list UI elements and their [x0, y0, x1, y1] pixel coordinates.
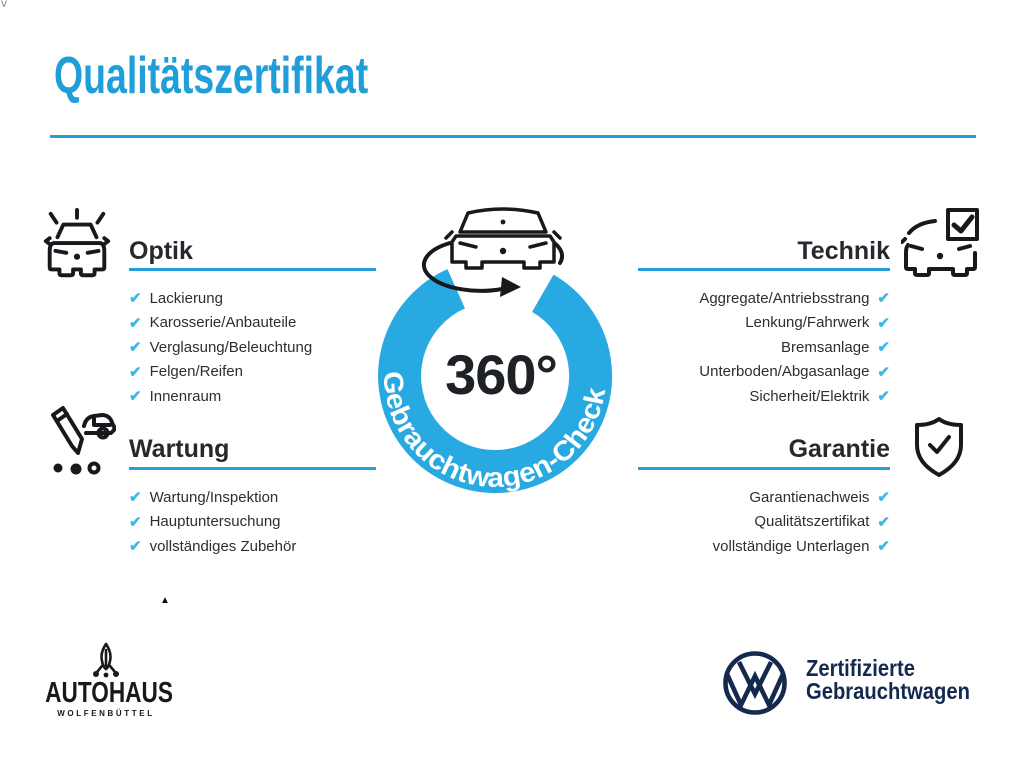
check-item-label: Innenraum [149, 387, 222, 405]
list-item [129, 510, 296, 535]
car-shine-icon [38, 206, 116, 286]
degrees-label: 360° [445, 343, 557, 406]
list-item [129, 534, 296, 559]
title-divider [50, 135, 976, 138]
vw-certified-line1: Zertifizierte [806, 655, 915, 681]
corner-artifact-text: v [1, 0, 7, 10]
ring-curved-text: Gebrauchtwagen-Check [377, 370, 612, 493]
caret-artifact: ▲ [160, 595, 170, 606]
check-item-label: Wartung/Inspektion [149, 488, 279, 506]
360-check-badge [320, 175, 680, 540]
check-icon: ✔ [877, 363, 890, 381]
check-icon: ✔ [877, 538, 890, 556]
check-icon: ✔ [877, 339, 890, 357]
check-item-label: Hauptuntersuchung [149, 513, 281, 531]
check-icon: ✔ [877, 290, 890, 308]
check-item-label: Qualitätszertifikat [754, 513, 870, 531]
check-item-label: Karosserie/Anbauteile [149, 314, 297, 332]
check-icon: ✔ [129, 489, 142, 507]
dealer-logo [28, 642, 184, 718]
check-item-label: Unterboden/Abgasanlage [699, 363, 870, 381]
check-item-label: Felgen/Reifen [149, 363, 243, 381]
check-item-label: Sicherheit/Elektrik [749, 387, 870, 405]
check-item-label: vollständige Unterlagen [712, 537, 870, 555]
check-item-label: Garantienachweis [749, 488, 870, 506]
check-icon: ✔ [129, 538, 142, 556]
list-item [129, 286, 312, 311]
vw-certified-label [806, 657, 970, 703]
check-icon: ✔ [877, 388, 890, 406]
list-item [129, 311, 312, 336]
check-icon: ✔ [129, 513, 142, 531]
check-icon: ✔ [877, 314, 890, 332]
check-item-label: Bremsanlage [781, 338, 870, 356]
wolfenbuettel-emblem-icon [91, 642, 121, 680]
pencil-car-checklist-icon [36, 402, 116, 484]
section-title-garantie: Garantie [788, 435, 890, 463]
shield-check-icon [909, 415, 969, 481]
check-item-label: Lackierung [149, 289, 223, 307]
dealer-city: WOLFENBÜTTEL [57, 709, 155, 718]
page-title: Qualitätszertifikat [54, 47, 369, 105]
check-icon: ✔ [877, 489, 890, 507]
check-item-label: Verglasung/Beleuchtung [149, 338, 313, 356]
section-title-optik: Optik [129, 237, 193, 265]
list-item [129, 384, 312, 409]
check-item-label: Lenkung/Fahrwerk [745, 314, 870, 332]
list-item [129, 335, 312, 360]
car-360-rotation-icon [424, 209, 562, 297]
check-icon: ✔ [129, 388, 142, 406]
section-title-technik: Technik [797, 237, 890, 265]
check-icon: ✔ [129, 314, 142, 332]
vw-certified-line2: Gebrauchtwagen [806, 678, 970, 704]
section-title-wartung: Wartung [129, 435, 230, 463]
check-icon: ✔ [129, 339, 142, 357]
vw-logo-icon [722, 650, 788, 716]
list-item [129, 485, 296, 510]
check-item-label: vollständiges Zubehör [149, 537, 297, 555]
check-icon: ✔ [877, 513, 890, 531]
check-icon: ✔ [129, 363, 142, 381]
wartung-checklist [129, 485, 296, 559]
dealer-name: AUTOHAUS [45, 677, 173, 709]
list-item [129, 360, 312, 385]
check-icon: ✔ [129, 290, 142, 308]
car-checklist-icon [901, 205, 981, 285]
check-item-label: Aggregate/Antriebsstrang [699, 289, 870, 307]
optik-checklist [129, 286, 312, 409]
